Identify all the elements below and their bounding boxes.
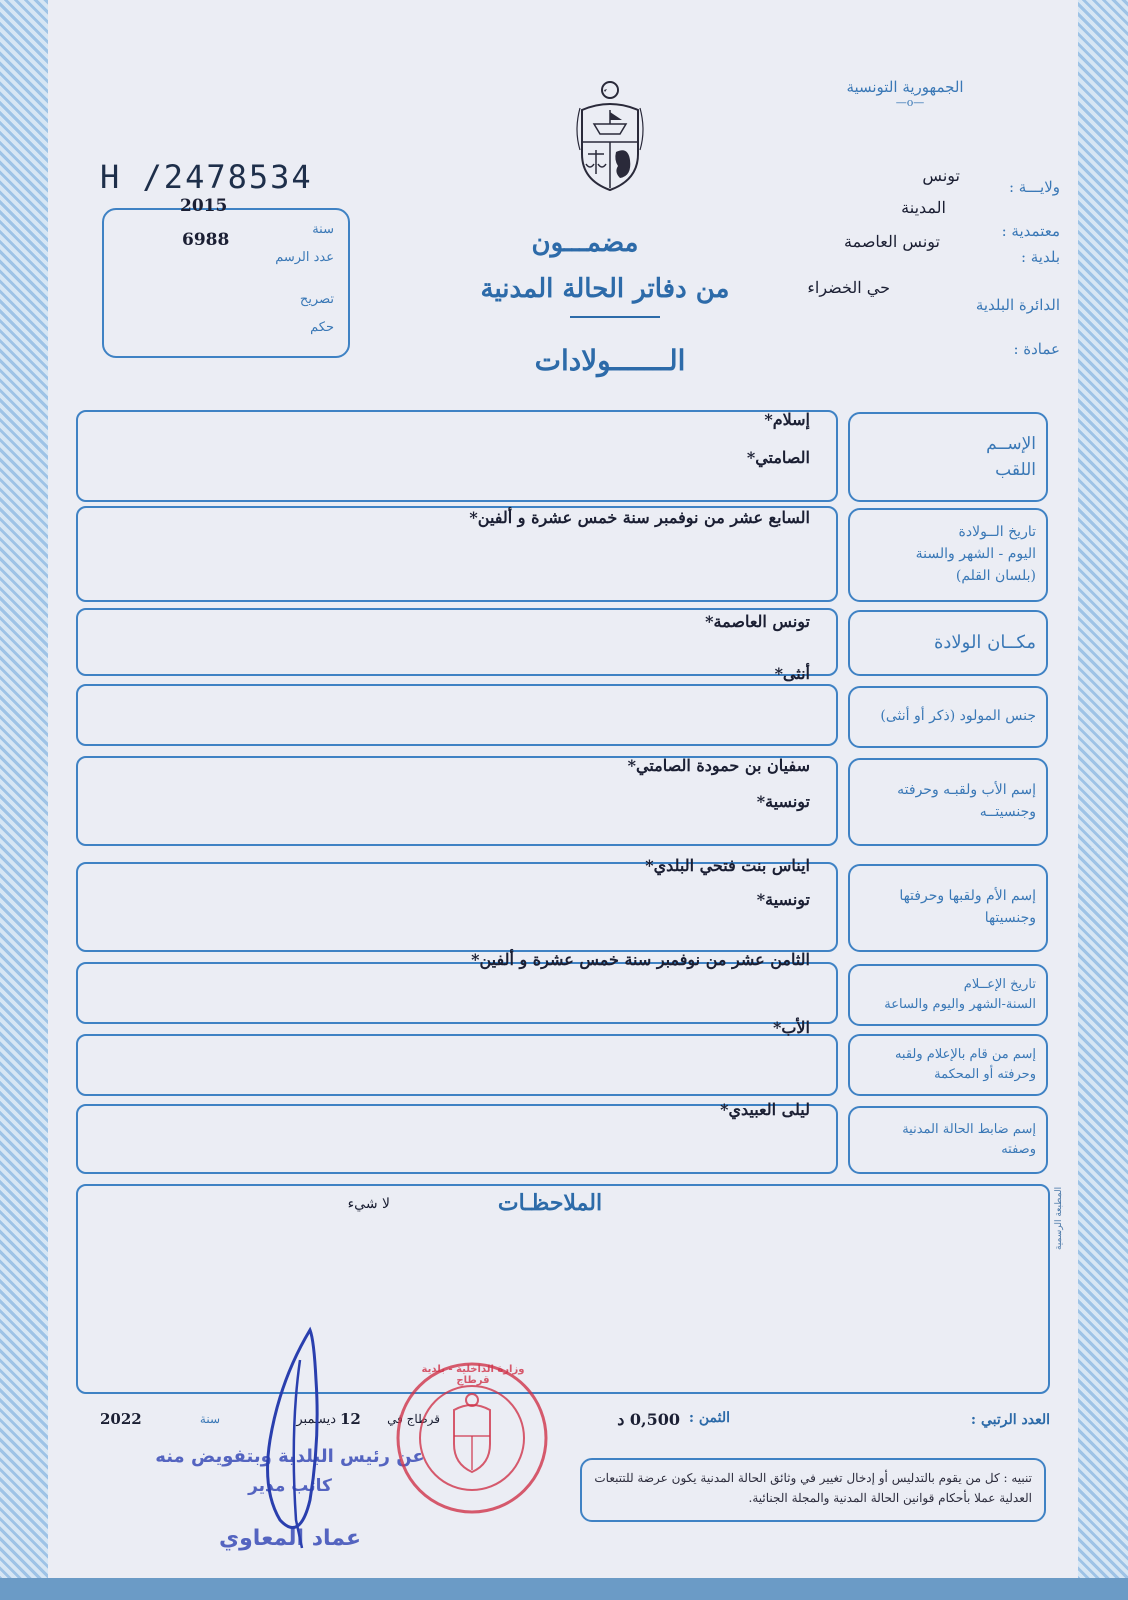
label-officer: إسم ضابط الحالة المدنية — [902, 1121, 1036, 1137]
issue-day: 12 — [340, 1410, 361, 1428]
value-box-declarant — [76, 1034, 838, 1096]
left-guilloche-border — [0, 0, 52, 1600]
delegation-label: معتمدية : — [1001, 222, 1060, 240]
label-declaration-date: تاريخ الإعــلام — [963, 976, 1036, 992]
district-value: حي الخضراء — [807, 278, 890, 297]
remarks-value: لا شيء — [347, 1196, 390, 1212]
label-father-nationality: وجنسيتــه — [979, 804, 1036, 820]
label-first-name: الإســم — [986, 433, 1036, 454]
value-officer: ليلى العبيدي* — [720, 1100, 810, 1119]
label-box-name — [848, 412, 1048, 502]
label-box-birth-place — [848, 610, 1048, 676]
state-value: تونس — [922, 166, 960, 185]
tunisia-coat-of-arms-icon — [574, 80, 646, 196]
right-guilloche-border — [1078, 0, 1128, 1600]
issue-year-value: 2022 — [100, 1410, 142, 1428]
municipality-value: تونس العاصمة — [844, 232, 940, 251]
sector-label: عمادة : — [1013, 340, 1060, 358]
serial-number: H /2478534 — [100, 158, 313, 196]
label-birth-place: مكــان الولادة — [933, 632, 1036, 654]
register-declaration-label: تصريح — [299, 292, 334, 307]
label-box-father — [848, 758, 1048, 846]
value-birth-place: تونس العاصمة* — [705, 612, 810, 631]
issue-month: ديسمبر — [296, 1412, 336, 1427]
register-year-label: سنة — [312, 222, 334, 237]
label-box-officer — [848, 1106, 1048, 1174]
register-year-value: 2015 — [180, 196, 228, 216]
label-mother-nationality: وجنسيتها — [984, 910, 1036, 926]
value-box-mother — [76, 862, 838, 952]
issue-year-label: سنة — [199, 1412, 220, 1426]
label-surname: اللقب — [995, 460, 1036, 480]
title-births: الـــــــولادات — [534, 344, 686, 377]
value-surname: الصامتي* — [746, 448, 810, 467]
label-mother-name: إسم الأم ولقبها وحرفتها — [899, 888, 1036, 905]
value-box-declaration-date — [76, 962, 838, 1024]
district-label: الدائرة البلدية — [975, 296, 1060, 314]
value-box-name — [76, 410, 838, 502]
value-first-name: إسلام* — [764, 410, 810, 429]
signatory-name-stamp: عماد المعاوي — [218, 1526, 362, 1551]
price-label: الثمن : — [688, 1410, 730, 1426]
handwritten-signature — [240, 1320, 360, 1550]
label-box-declarant — [848, 1034, 1048, 1096]
label-sex: جنس المولود (ذكر أو أنثى) — [880, 708, 1036, 725]
label-father-name: إسم الأب ولقبـه وحرفته — [897, 782, 1036, 799]
price-value: 0,500 د — [617, 1410, 680, 1429]
value-birth-date: السابع عشر من نوفمبر سنة خمس عشرة و ألفين* — [469, 508, 810, 527]
signatory-title-stamp: عن رئيس البلدية وبتفويض منه — [155, 1446, 425, 1467]
register-number-label: عدد الرسم — [275, 250, 334, 265]
label-box-sex — [848, 686, 1048, 748]
label-declarant: إسم من قام بالإعلام ولقبه — [894, 1046, 1036, 1062]
state-label: ولايـــة : — [1008, 178, 1060, 196]
label-birth-date-in-words: (بلسان القلم) — [955, 567, 1036, 584]
value-sex: أنثى* — [774, 664, 810, 683]
value-box-sex — [76, 684, 838, 746]
value-father-nationality: تونسية* — [756, 792, 810, 811]
remarks-title: الملاحظـات — [497, 1190, 603, 1216]
municipality-label: بلدية : — [1020, 248, 1060, 266]
value-declarant: الأب* — [773, 1018, 810, 1037]
label-box-mother — [848, 864, 1048, 952]
stamp-text: وزارة الداخلية - بلدية قرطاج — [421, 1364, 525, 1386]
republic-heading: الجمهورية التونسية — [846, 78, 964, 96]
value-declaration-date: الثامن عشر من نوفمبر سنة خمس عشرة و ألفين* — [471, 950, 810, 969]
signatory-role-stamp: كاتب مدير — [248, 1476, 332, 1496]
label-declarant-profession: وحرفته أو المحكمة — [934, 1067, 1036, 1082]
value-mother-nationality: تونسية* — [756, 890, 810, 909]
label-officer-title: وصفته — [1001, 1142, 1036, 1157]
bottom-background — [0, 1578, 1128, 1600]
value-mother-name: ايناس بنت فتحي البلدي* — [645, 856, 810, 875]
label-birth-date: تاريخ الــولادة — [958, 524, 1036, 541]
value-father-name: سفيان بن حمودة الصامتي* — [627, 756, 810, 775]
title-extract: مضمـــون — [531, 228, 639, 258]
title-civil-registers: من دفاتر الحالة المدنية — [480, 274, 730, 304]
register-number-value: 6988 — [182, 230, 230, 250]
title-underline — [570, 316, 660, 318]
label-declaration-date-format: السنة-الشهر واليوم والساعة — [884, 997, 1036, 1012]
label-birth-date-format: اليوم - الشهر والسنة — [915, 546, 1036, 563]
printer-mark: المطبعة الرسمية — [1054, 1186, 1064, 1250]
legal-notice: تنبيه : كل من يقوم بالتدليس أو إدخال تغيير في وثائق الحالة المدنية يكون عرضة للتتبعات العدلية عملا بأحكام قوانين الحالة المدنية والمجلة الجنائية. — [580, 1458, 1046, 1522]
republic-divider: —o— — [895, 96, 925, 109]
issue-place: قرطاج في — [387, 1412, 440, 1426]
label-box-declaration-date — [848, 964, 1048, 1026]
serial-label: العدد الرتبي : — [970, 1412, 1050, 1428]
label-box-birth-date — [848, 508, 1048, 602]
register-judgment-label: حكم — [310, 320, 334, 335]
delegation-value: المدينة — [901, 198, 946, 217]
